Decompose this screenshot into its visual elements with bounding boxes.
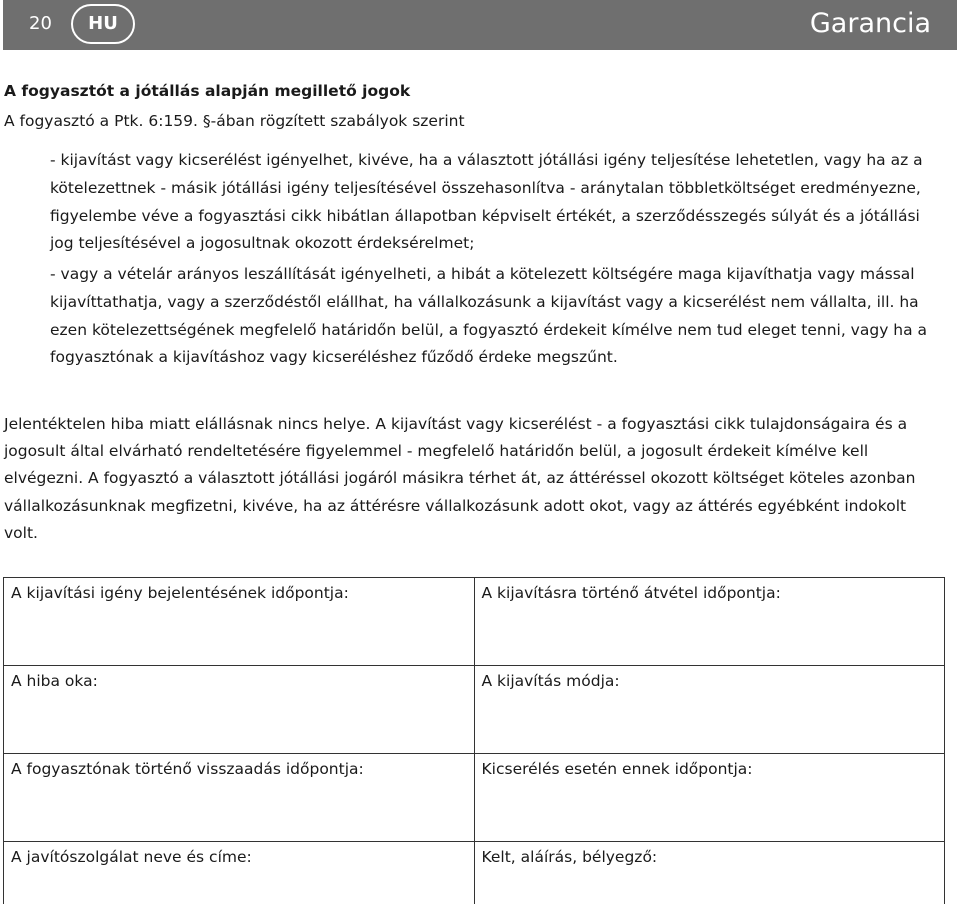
rights-intro: A fogyasztó a Ptk. 6:159. §-ában rögzített szabályok szerint <box>4 112 465 130</box>
form-row <box>4 578 945 666</box>
form-row <box>4 754 945 842</box>
form-field-fault-cause: A hiba oka: <box>4 666 475 754</box>
form-field-replacement-date: Kicserélés esetén ennek időpontja: <box>474 754 945 842</box>
rights-item-repair-replace: - kijavítást vagy kicserélést igényelhet, kivéve, ha a választott jótállási igény teljesítése lehetetlen, vagy ha az a kötelezettnek - másik jótállási igény teljesítésével összehasonlítva - aránytalan többletköltséget eredményezne, figyelembe véve a fogyasztási cikk hibátlan állapotban képviselt értékét, a szerződésszegés súlyát és a jótállási jog teljesítésével a jogosultnak okozott érdeksérelmet; <box>50 151 923 253</box>
form-field-intake-date: A kijavításra történő átvétel időpontja: <box>474 578 945 666</box>
form-row <box>4 666 945 754</box>
form-field-date-signature-stamp: Kelt, aláírás, bélyegző: <box>474 842 945 904</box>
form-field-repair-method: A kijavítás módja: <box>474 666 945 754</box>
form-field-return-date: A fogyasztónak történő visszaadás időpontja: <box>4 754 475 842</box>
page-header <box>3 0 957 50</box>
form-field-report-date: A kijavítási igény bejelentésének időpontja: <box>4 578 475 666</box>
language-badge: HU <box>71 4 135 44</box>
section-title: Garancia <box>809 8 931 39</box>
form-row <box>4 842 945 904</box>
rights-closing-paragraph: Jelentéktelen hiba miatt elállásnak nincs helye. A kijavítást vagy kicserélést - a fogyasztási cikk tulajdonságaira és a jogosult által elvárható rendeltetésére figyelemmel - megfelelő határidőn belül, a jogosult érdekeit kímélve kell elvégezni. A fogyasztó a választott jótállási jogáról másikra térhet át, az áttéréssel okozott költséget köteles azonban vállalkozásunknak megfizetni, kivéve, ha az áttérésre vállalkozásunk adott okot, vagy az áttérés egyébként indokolt volt. <box>4 415 916 542</box>
rights-item-price-reduction: - vagy a vételár arányos leszállítását igényelheti, a hibát a kötelezett költségére maga kijavíthatja vagy mással kijavíttathatja, vagy a szerződéstől elállhat, ha vállalkozásunk a kijavítást vagy a kicserélést nem vállalta, ill. ha ezen kötelezettségének megfelelő határidőn belül, a fogyasztó érdekeit kímélve nem tud eleget tenni, vagy ha a fogyasztónak a kijavításhoz vagy kicseréléshez fűződő érdeke megszűnt. <box>50 265 928 367</box>
form-field-service-name-address: A javítószolgálat neve és címe: <box>4 842 475 904</box>
repair-record-form <box>3 577 945 904</box>
page-number: 20 <box>29 13 52 34</box>
rights-heading: A fogyasztót a jótállás alapján megillető jogok <box>4 82 411 100</box>
